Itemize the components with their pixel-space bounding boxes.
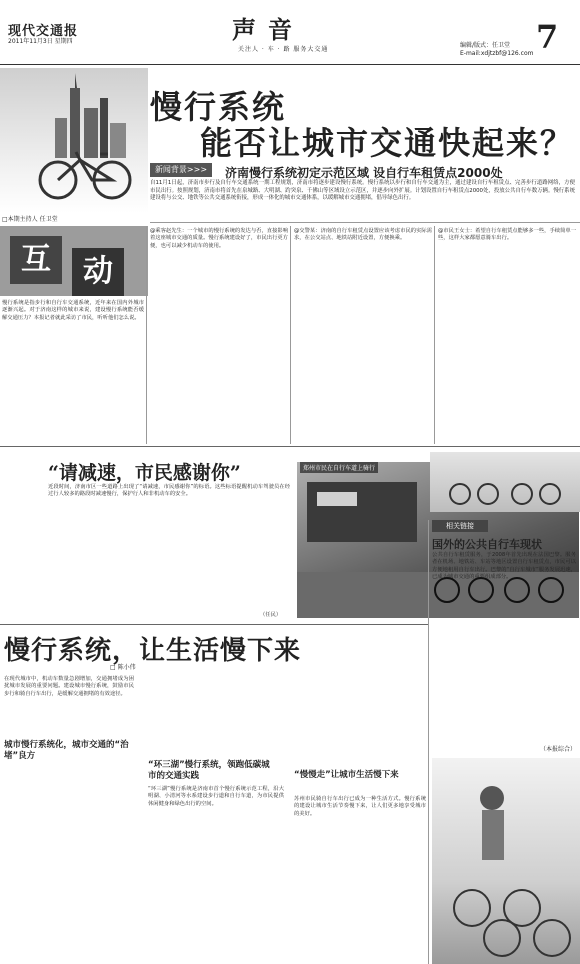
hero-illustration xyxy=(0,68,148,213)
related-link-title: 国外的公共自行车现状 xyxy=(432,538,542,551)
editor-credit: 编辑/版式：任卫堂 xyxy=(460,42,511,49)
masthead-logo: 现代交通报 xyxy=(8,24,79,39)
comment-column-1: @乘客赵先生：一个城市的慢行系统的发达与否，直接影响着这座城市交通的质量。慢行系统建设好了，市民出行更方便，也可以减少机动车的使用。 xyxy=(150,228,288,249)
mid-rule xyxy=(0,446,580,447)
interaction-banner xyxy=(0,226,148,296)
comment-column-3: @市民王女士：希望自行车租赁点能够多一些，手续简单一些，这样大家都愿意骑车出行。 xyxy=(438,228,576,242)
sidebar-divider xyxy=(428,520,429,964)
page-header xyxy=(0,0,580,64)
bottom-text-col-3: 苏州市民骑自行车出行已成为一种生活方式。慢行系统的建设让城市生活节奏慢下来，让人们更多地享受城市的美好。 xyxy=(294,796,426,817)
lead-rule xyxy=(150,222,580,223)
column-divider-2 xyxy=(290,226,291,444)
related-link-text: 公共自行车租赁服务，于2008年首先出现在法国巴黎。服务者在机场、地铁站、车站等地区设置自行车租赁点，市民可以方便地租用自行车出行。巴黎的“自行车城市”服务发展迅速，已成为城市交通的重要组成部分。 xyxy=(432,552,576,581)
section-slogan: 关注人 · 车 · 路 服务大交通 xyxy=(238,46,329,53)
quote-story-source: （任民） xyxy=(260,612,282,618)
public-bikes-photo xyxy=(432,758,580,964)
cyclists-photo-caption: 郑州市民在自行车道上骑行 xyxy=(300,462,378,473)
hudong-char-2: 动 xyxy=(72,248,124,296)
bottom-source: （本报综合） xyxy=(540,746,577,753)
host-caption: □本期主持人 任卫堂 xyxy=(2,216,58,223)
bottom-subhead-2: “环三湖”慢行系统，领跑低碳城市的交通实践 xyxy=(148,760,270,781)
news-background-tag: 新闻背景>>> xyxy=(150,163,212,177)
comment-column-2: @交警某：济南的自行车租赁点设置应该考虑市民的实际需求，在公交站点、地铁站附近设置，方便换乘。 xyxy=(294,228,432,242)
bottom-subhead-1: 城市慢行系统化，城市交通的“治堵”良方 xyxy=(4,740,129,761)
main-headline-line2: 能否让城市交通快起来？ xyxy=(200,124,575,162)
column-divider-3 xyxy=(434,226,435,444)
news-lead-text: 自11月1日起，济南市步行及自行车交通系统一期工程规划，济南市将逐步建设慢行系统。慢行系统以步行和自行车交通为主，通过建设自行车租赁点、完善步行道路网络，方便市民出行。按照规划，济南市将首先在泉城路、大明湖、趵突泉、千佛山等区域设立示范区，并逐步向外扩展。计划设置自行车租赁点2000处，投放公共自行车数万辆。慢行系统建设将与公交、地铁等公共交通系统衔接，形成一体化的城市交通体系，以缓解城市交通拥堵，倡导绿色出行。 xyxy=(150,180,575,202)
bike-rack-icon xyxy=(432,758,580,964)
hudong-char-1: 互 xyxy=(10,236,62,284)
related-link-tag: 相关链接 xyxy=(432,520,488,532)
editor-email: E-mail:xdjtzbf@126.com xyxy=(460,50,534,57)
news-subhead: 济南慢行系统初定示范区域 设自行车租赁点2000处 xyxy=(225,166,503,180)
column-divider-1 xyxy=(146,226,147,444)
section-title: 声音 xyxy=(232,15,304,44)
bicycles-icon xyxy=(430,452,580,512)
header-rule xyxy=(0,64,580,65)
bottom-text-col-1: 在现代城市中，机动车数量急剧增加，交通拥堵成为困扰城市发展的重要问题。建设城市慢行系统，鼓励市民步行和骑自行车出行，是缓解交通拥堵的有效途径。 xyxy=(4,676,134,697)
issue-date: 2011年11月3日 星期四 xyxy=(8,38,73,45)
page-number: 7 xyxy=(536,18,559,56)
bottom-subhead-3: “慢慢走”让城市生活慢下来 xyxy=(294,770,399,780)
bottom-byline: □ 陈小伟 xyxy=(110,664,136,671)
bottom-headline: 慢行系统，让生活慢下来 xyxy=(4,636,302,666)
bottom-rule xyxy=(0,624,428,625)
main-headline-line1: 慢行系统 xyxy=(150,88,287,126)
city-bicycle-icon xyxy=(0,68,148,213)
kids-cycling-photo xyxy=(430,452,580,512)
quote-headline: “请减速，市民感谢你” xyxy=(48,462,241,484)
bottom-text-col-2: “环三湖”慢行系统是济南市首个慢行系统示范工程，沿大明湖、小清河等水系建设步行道和自行车道，为市民提供休闲健身和绿色出行的空间。 xyxy=(148,786,284,807)
intro-column: 慢行系统是指步行和自行车交通系统，近年来在国内外城市逐渐兴起。对于济南这样的城市来说，建设慢行系统能否缓解交通压力？本报记者就此采访了市民，听听他们怎么说。 xyxy=(2,300,144,321)
quote-story-text: 近段时间，济南市区一些道路上出现了“请减速，市民感谢你”的标语。这些标语提醒机动车驾驶员在经过行人较多的路段时减速慢行，保护行人和非机动车的安全。 xyxy=(48,484,290,498)
